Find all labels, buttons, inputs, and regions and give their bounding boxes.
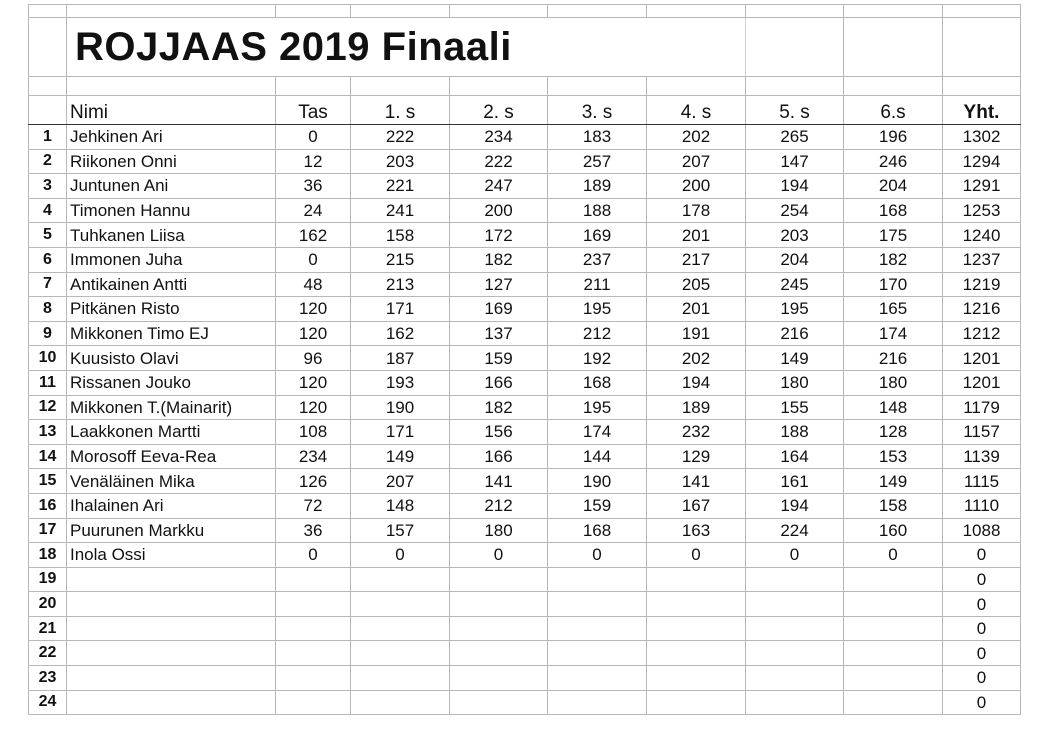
row-s1 — [351, 592, 450, 617]
row-name — [67, 690, 276, 715]
table-row — [29, 444, 1021, 469]
row-s5: 254 — [746, 198, 844, 223]
row-rank: 12 — [29, 395, 67, 420]
row-tas — [276, 592, 351, 617]
row-s6: 165 — [844, 297, 943, 322]
row-s3: 174 — [548, 420, 647, 445]
row-s3: 159 — [548, 493, 647, 518]
row-total: 1219 — [943, 272, 1021, 297]
row-s2: 159 — [450, 346, 548, 371]
row-s6: 170 — [844, 272, 943, 297]
row-total: 1216 — [943, 297, 1021, 322]
table-row — [29, 616, 1021, 641]
row-s1: 162 — [351, 321, 450, 346]
row-tas: 72 — [276, 493, 351, 518]
score-sheet — [28, 4, 1021, 715]
row-name: Mikkonen Timo EJ — [67, 321, 276, 346]
row-total: 0 — [943, 543, 1021, 568]
row-tas: 0 — [276, 125, 351, 150]
row-rank: 22 — [29, 641, 67, 666]
row-name — [67, 567, 276, 592]
table-row — [29, 247, 1021, 272]
row-tas: 0 — [276, 247, 351, 272]
row-tas: 126 — [276, 469, 351, 494]
row-s5 — [746, 641, 844, 666]
row-name: Jehkinen Ari — [67, 125, 276, 150]
row-total: 1240 — [943, 223, 1021, 248]
row-total: 0 — [943, 592, 1021, 617]
table-row — [29, 149, 1021, 174]
row-s6: 0 — [844, 543, 943, 568]
row-s1: 222 — [351, 125, 450, 150]
header-s1: 1. s — [351, 96, 450, 125]
row-s4: 202 — [647, 346, 746, 371]
row-s2: 0 — [450, 543, 548, 568]
header-s6: 6.s — [844, 96, 943, 125]
row-s6: 180 — [844, 370, 943, 395]
row-total: 1294 — [943, 149, 1021, 174]
row-total: 1212 — [943, 321, 1021, 346]
row-s2: 182 — [450, 395, 548, 420]
row-s2 — [450, 641, 548, 666]
row-tas: 0 — [276, 543, 351, 568]
row-s3: 237 — [548, 247, 647, 272]
row-s3: 144 — [548, 444, 647, 469]
row-s3: 0 — [548, 543, 647, 568]
row-s3: 190 — [548, 469, 647, 494]
row-s1 — [351, 641, 450, 666]
row-name — [67, 666, 276, 691]
row-s1: 203 — [351, 149, 450, 174]
row-s6: 158 — [844, 493, 943, 518]
row-s5: 149 — [746, 346, 844, 371]
row-s1: 190 — [351, 395, 450, 420]
row-tas: 96 — [276, 346, 351, 371]
table-row — [29, 543, 1021, 568]
row-s1: 213 — [351, 272, 450, 297]
row-total: 1115 — [943, 469, 1021, 494]
row-s6 — [844, 690, 943, 715]
row-s1: 207 — [351, 469, 450, 494]
row-s2: 141 — [450, 469, 548, 494]
row-s1: 149 — [351, 444, 450, 469]
row-name: Venäläinen Mika — [67, 469, 276, 494]
row-rank: 17 — [29, 518, 67, 543]
blank-row — [29, 77, 1021, 96]
row-s3 — [548, 592, 647, 617]
row-tas — [276, 641, 351, 666]
row-s2: 200 — [450, 198, 548, 223]
row-rank: 4 — [29, 198, 67, 223]
row-s3 — [548, 690, 647, 715]
table-row — [29, 297, 1021, 322]
row-s6: 153 — [844, 444, 943, 469]
table-row — [29, 567, 1021, 592]
row-rank: 21 — [29, 616, 67, 641]
row-s3: 189 — [548, 174, 647, 199]
row-name: Riikonen Onni — [67, 149, 276, 174]
row-s2: 247 — [450, 174, 548, 199]
title-row — [29, 18, 1021, 77]
row-rank: 9 — [29, 321, 67, 346]
row-total: 1157 — [943, 420, 1021, 445]
row-rank: 18 — [29, 543, 67, 568]
row-tas: 48 — [276, 272, 351, 297]
table-row — [29, 420, 1021, 445]
row-s5 — [746, 666, 844, 691]
row-s1: 158 — [351, 223, 450, 248]
row-s3: 188 — [548, 198, 647, 223]
row-s5: 224 — [746, 518, 844, 543]
row-total: 1302 — [943, 125, 1021, 150]
row-rank: 15 — [29, 469, 67, 494]
row-s6: 246 — [844, 149, 943, 174]
row-s2: 172 — [450, 223, 548, 248]
row-rank: 2 — [29, 149, 67, 174]
row-s4: 189 — [647, 395, 746, 420]
row-name: Ihalainen Ari — [67, 493, 276, 518]
row-s4: 141 — [647, 469, 746, 494]
row-s6: 216 — [844, 346, 943, 371]
row-tas: 108 — [276, 420, 351, 445]
row-name: Antikainen Antti — [67, 272, 276, 297]
row-s3: 195 — [548, 395, 647, 420]
row-s6: 160 — [844, 518, 943, 543]
row-s5 — [746, 616, 844, 641]
row-name: Morosoff Eeva-Rea — [67, 444, 276, 469]
blank-top-row — [29, 5, 1021, 18]
header-row — [29, 96, 1021, 125]
table-row — [29, 592, 1021, 617]
row-s5 — [746, 690, 844, 715]
header-rank — [29, 96, 67, 125]
row-s2: 127 — [450, 272, 548, 297]
row-s6: 128 — [844, 420, 943, 445]
row-s2: 137 — [450, 321, 548, 346]
row-s5: 155 — [746, 395, 844, 420]
row-total: 1201 — [943, 370, 1021, 395]
header-s4: 4. s — [647, 96, 746, 125]
row-total: 1139 — [943, 444, 1021, 469]
row-s6 — [844, 592, 943, 617]
row-s4 — [647, 690, 746, 715]
row-s2: 182 — [450, 247, 548, 272]
row-s4 — [647, 641, 746, 666]
header-s3: 3. s — [548, 96, 647, 125]
table-row — [29, 395, 1021, 420]
row-s3: 211 — [548, 272, 647, 297]
row-s4: 178 — [647, 198, 746, 223]
row-rank: 13 — [29, 420, 67, 445]
row-s5: 195 — [746, 297, 844, 322]
row-s5: 0 — [746, 543, 844, 568]
row-s2 — [450, 567, 548, 592]
row-s2: 180 — [450, 518, 548, 543]
row-total: 0 — [943, 666, 1021, 691]
row-s6: 148 — [844, 395, 943, 420]
row-s5: 203 — [746, 223, 844, 248]
row-s3: 183 — [548, 125, 647, 150]
row-s2: 166 — [450, 370, 548, 395]
row-s4: 163 — [647, 518, 746, 543]
row-rank: 11 — [29, 370, 67, 395]
row-total: 0 — [943, 616, 1021, 641]
table-row — [29, 493, 1021, 518]
header-s5: 5. s — [746, 96, 844, 125]
row-s2 — [450, 666, 548, 691]
table-row — [29, 321, 1021, 346]
row-s5: 161 — [746, 469, 844, 494]
row-s4: 200 — [647, 174, 746, 199]
row-s1: 221 — [351, 174, 450, 199]
row-s1: 187 — [351, 346, 450, 371]
row-s3: 168 — [548, 370, 647, 395]
row-name — [67, 592, 276, 617]
header-s2: 2. s — [450, 96, 548, 125]
table-row — [29, 666, 1021, 691]
row-s1: 215 — [351, 247, 450, 272]
row-total: 1237 — [943, 247, 1021, 272]
row-s5: 265 — [746, 125, 844, 150]
row-name: Tuhkanen Liisa — [67, 223, 276, 248]
row-tas: 120 — [276, 395, 351, 420]
row-name: Laakkonen Martti — [67, 420, 276, 445]
row-s4: 0 — [647, 543, 746, 568]
row-s3 — [548, 616, 647, 641]
row-s4 — [647, 592, 746, 617]
row-s5: 216 — [746, 321, 844, 346]
row-s5 — [746, 567, 844, 592]
row-s6: 149 — [844, 469, 943, 494]
row-rank: 5 — [29, 223, 67, 248]
row-total: 0 — [943, 690, 1021, 715]
row-s3: 192 — [548, 346, 647, 371]
row-tas: 120 — [276, 370, 351, 395]
row-total: 0 — [943, 641, 1021, 666]
row-s4: 232 — [647, 420, 746, 445]
row-tas — [276, 666, 351, 691]
row-rank: 8 — [29, 297, 67, 322]
row-s4: 194 — [647, 370, 746, 395]
row-tas: 36 — [276, 174, 351, 199]
row-name: Inola Ossi — [67, 543, 276, 568]
row-rank: 6 — [29, 247, 67, 272]
row-s6: 196 — [844, 125, 943, 150]
row-s1: 148 — [351, 493, 450, 518]
row-tas — [276, 690, 351, 715]
row-s2 — [450, 616, 548, 641]
row-s3: 257 — [548, 149, 647, 174]
row-rank: 1 — [29, 125, 67, 150]
row-s5: 194 — [746, 174, 844, 199]
table-row — [29, 223, 1021, 248]
row-total: 0 — [943, 567, 1021, 592]
row-total: 1201 — [943, 346, 1021, 371]
row-s1: 171 — [351, 297, 450, 322]
row-s6: 174 — [844, 321, 943, 346]
page-title: ROJJAAS 2019 Finaali — [67, 18, 746, 77]
row-rank: 23 — [29, 666, 67, 691]
header-name: Nimi — [67, 96, 276, 125]
row-total: 1088 — [943, 518, 1021, 543]
row-s4: 201 — [647, 223, 746, 248]
row-name: Pitkänen Risto — [67, 297, 276, 322]
row-rank: 3 — [29, 174, 67, 199]
row-name: Immonen Juha — [67, 247, 276, 272]
row-s4: 205 — [647, 272, 746, 297]
row-tas — [276, 616, 351, 641]
header-tas: Tas — [276, 96, 351, 125]
row-s4 — [647, 567, 746, 592]
row-s5: 164 — [746, 444, 844, 469]
row-s1 — [351, 567, 450, 592]
row-s4: 167 — [647, 493, 746, 518]
row-s6: 182 — [844, 247, 943, 272]
row-s5: 245 — [746, 272, 844, 297]
row-s6: 175 — [844, 223, 943, 248]
table-row — [29, 125, 1021, 150]
row-rank: 14 — [29, 444, 67, 469]
row-s1: 0 — [351, 543, 450, 568]
row-s6 — [844, 641, 943, 666]
table-row — [29, 641, 1021, 666]
row-rank: 20 — [29, 592, 67, 617]
table-row — [29, 174, 1021, 199]
row-s2: 156 — [450, 420, 548, 445]
row-tas: 36 — [276, 518, 351, 543]
row-s4: 201 — [647, 297, 746, 322]
row-s1 — [351, 666, 450, 691]
row-s5: 204 — [746, 247, 844, 272]
row-s6 — [844, 567, 943, 592]
row-s2: 234 — [450, 125, 548, 150]
row-s1 — [351, 616, 450, 641]
row-s6 — [844, 616, 943, 641]
row-s6: 204 — [844, 174, 943, 199]
row-s4: 217 — [647, 247, 746, 272]
table-row — [29, 198, 1021, 223]
row-s3: 168 — [548, 518, 647, 543]
row-s6: 168 — [844, 198, 943, 223]
table-row — [29, 518, 1021, 543]
row-name: Mikkonen T.(Mainarit) — [67, 395, 276, 420]
row-rank: 24 — [29, 690, 67, 715]
row-s3: 195 — [548, 297, 647, 322]
row-total: 1253 — [943, 198, 1021, 223]
row-s2 — [450, 592, 548, 617]
row-tas: 120 — [276, 297, 351, 322]
row-name — [67, 616, 276, 641]
table-row — [29, 346, 1021, 371]
table-row — [29, 370, 1021, 395]
row-s2: 212 — [450, 493, 548, 518]
row-tas — [276, 567, 351, 592]
row-s5: 147 — [746, 149, 844, 174]
row-s3 — [548, 567, 647, 592]
row-s4: 202 — [647, 125, 746, 150]
row-s3 — [548, 666, 647, 691]
row-total: 1291 — [943, 174, 1021, 199]
row-s4: 129 — [647, 444, 746, 469]
table-row — [29, 272, 1021, 297]
row-name: Timonen Hannu — [67, 198, 276, 223]
row-s3: 169 — [548, 223, 647, 248]
row-rank: 16 — [29, 493, 67, 518]
row-s5: 180 — [746, 370, 844, 395]
row-s5 — [746, 592, 844, 617]
table-row — [29, 690, 1021, 715]
row-s3 — [548, 641, 647, 666]
row-name: Juntunen Ani — [67, 174, 276, 199]
results-table — [28, 4, 1021, 715]
row-s5: 188 — [746, 420, 844, 445]
row-s1: 157 — [351, 518, 450, 543]
row-name: Puurunen Markku — [67, 518, 276, 543]
row-s1 — [351, 690, 450, 715]
row-tas: 12 — [276, 149, 351, 174]
row-name: Rissanen Jouko — [67, 370, 276, 395]
row-s1: 171 — [351, 420, 450, 445]
row-tas: 234 — [276, 444, 351, 469]
row-s2 — [450, 690, 548, 715]
row-s1: 241 — [351, 198, 450, 223]
row-rank: 19 — [29, 567, 67, 592]
row-s2: 222 — [450, 149, 548, 174]
row-tas: 24 — [276, 198, 351, 223]
row-s4 — [647, 616, 746, 641]
row-s3: 212 — [548, 321, 647, 346]
row-s4: 191 — [647, 321, 746, 346]
row-s1: 193 — [351, 370, 450, 395]
row-s6 — [844, 666, 943, 691]
row-s4: 207 — [647, 149, 746, 174]
header-total: Yht. — [943, 96, 1021, 125]
row-rank: 10 — [29, 346, 67, 371]
row-s2: 169 — [450, 297, 548, 322]
row-rank: 7 — [29, 272, 67, 297]
row-tas: 120 — [276, 321, 351, 346]
row-s2: 166 — [450, 444, 548, 469]
row-total: 1179 — [943, 395, 1021, 420]
row-s5: 194 — [746, 493, 844, 518]
row-name — [67, 641, 276, 666]
row-total: 1110 — [943, 493, 1021, 518]
row-s4 — [647, 666, 746, 691]
row-name: Kuusisto Olavi — [67, 346, 276, 371]
row-tas: 162 — [276, 223, 351, 248]
table-row — [29, 469, 1021, 494]
